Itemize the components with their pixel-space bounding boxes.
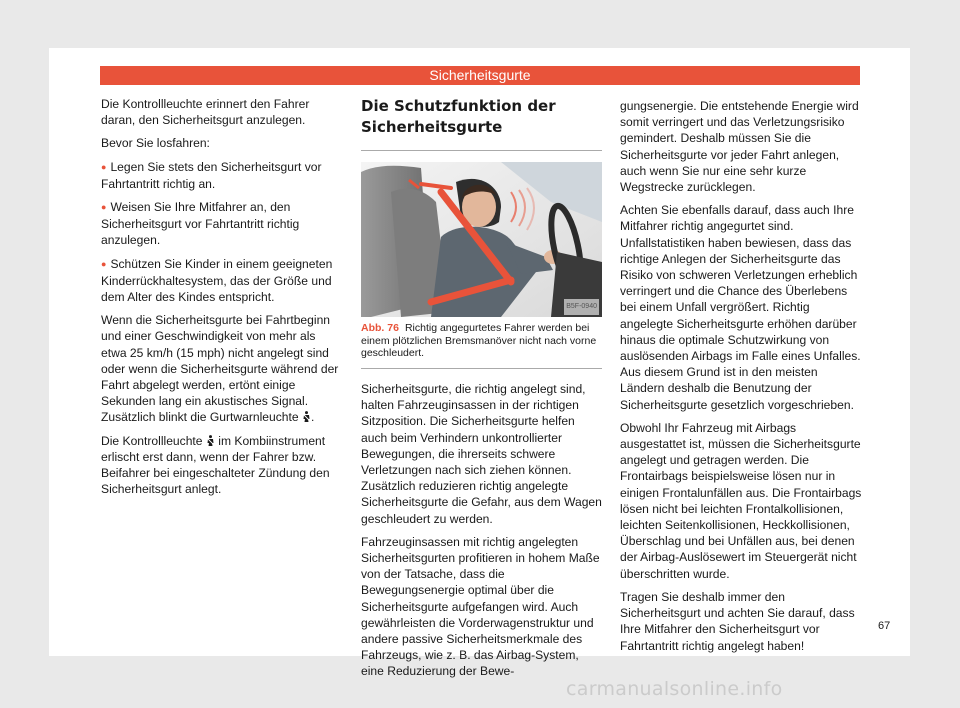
column-right [620,98,864,661]
figure-driver-seatbelt [361,162,602,317]
paragraph: Bevor Sie losfahren: [101,136,210,151]
figure-caption [361,317,602,369]
column-middle [361,96,602,687]
column-left [101,96,343,504]
paragraph: Die Kontrollleuchte erinnert den Fahrer daran, den Sicherheitsgurt anzulegen. [101,97,310,128]
paragraph: Wenn die Sicherheitsgurte bei Fahrtbeginn und einer Geschwindigkeit von mehr als etwa 25 km/h (15 mph) nicht angelegt sind oder wenn die Sicherheitsgurte während der Fahrt abgelegt werden, ertönt einige Sekunden lang ein akustisches Signal. Zusätzlich blinkt die Gurtwarnleuchte . [101,313,339,425]
caption-text: Richtig angegurtetes Fahrer werden bei einem plötzlichen Bremsmanöver nicht nach vorne geschleudert. [361,322,597,359]
driver-illustration [361,162,602,317]
page-number: 67 [878,620,891,632]
bullet-item: ● Weisen Sie Ihre Mitfahrer an, den Sicherheitsgurt vor Fahrtantritt richtig anzulegen. [101,199,343,249]
paragraph: Obwohl Ihr Fahrzeug mit Airbags ausgestattet ist, müssen die Sicherheitsgurte angelegt und getragen werden. Die Frontairbags beispielsweise lösen nur in einigen Frontalunfällen aus. Die Frontairbags lösen nicht bei leichten Frontalkollisionen, leichten Seitenkollisionen, Heckkollisionen, Überschlag und bei Unfällen aus, bei denen der Airbag-Auslösewert im Steuergerät nicht überschritten wurde. [620,420,862,581]
paragraph: Sicherheitsgurte, die richtig angelegt sind, halten Fahrzeuginsassen in der richtigen Sitzposition. Die Sicherheitsgurte helfen auch beim Verhindern unkontrollierter Bewegungen, die ihrerseits schwere Verletzungen nach sich ziehen können. Zusätzlich reduzieren richtig angelegte Sicherheitsgurte die Gefahr, aus dem Wagen geschleudert zu werden. [361,382,602,526]
watermark: carmanualsonline.info [566,678,783,700]
seatbelt-warning-icon [302,411,311,422]
paragraph: Achten Sie ebenfalls darauf, dass auch Ihre Mitfahrer richtig angegurtet sind. Unfallstatistiken haben bewiesen, dass das richtige Anlegen der Sicherheitsgurte das Risiko von schweren Verletzungen erheblich verringert und die Chance des Überlebens bei einem Unfall vergrößert. Richtig angelegte Sicherheitsgurte erhöhen darüber hinaus die optimale Schutzwirkung von auslösenden Airbags im Falle eines Unfalles. Aus diesem Grund ist in den meisten Ländern deshalb die Benutzung der Sicherheitsgurte gesetzlich vorgeschrieben. [620,203,861,412]
paragraph: Tragen Sie deshalb immer den Sicherheitsgurt und achten Sie darauf, dass Ihre Mitfahrer den Sicherheitsgurt vor Fahrtantritt richtig angelegt haben! [620,589,855,653]
paragraph: gungsenergie. Die entstehende Energie wird somit verringert und das Verletzungsrisiko gemindert. Deshalb müssen Sie die Sicherheitsgurte vor jeder Fahrt anlegen, auch wenn Sie nur eine sehr kurze Wegstrecke zurücklegen. [620,99,859,195]
paragraph: Fahrzeuginsassen mit richtig angelegten Sicherheitsgurten profitieren in hohem Maße von der Tatsache, dass die Bewegungsenergie optimal über die Sicherheitsgurte aufgefangen wird. Auch gewährleisten die Vorderwagenstruktur und andere passive Sicherheitsmerkmale des Fahrzeugs, wie z. B. das Airbag-System, eine Reduzierung der Bewe- [361,534,600,679]
bullet-item: ● Schützen Sie Kinder in einem geeigneten Kinderrückhaltesystem, das der Größe und dem Alter des Kindes entspricht. [101,256,343,306]
bullet-item: ● Legen Sie stets den Sicherheitsgurt vor Fahrtantritt richtig an. [101,159,343,192]
section-header: Sicherheitsgurte [100,66,860,85]
seatbelt-warning-icon [206,435,215,446]
paragraph: Die Kontrollleuchte im Kombiinstrument erlischt erst dann, wenn der Fahrer bzw. Beifahrer bei eingeschalteter Zündung den Sicherheitsgurt anlegt. [101,433,330,497]
section-heading: Die Schutzfunktion der Sicherheitsgurte [361,96,602,151]
caption-label: Abb. 76 [361,322,399,334]
figure-code: B5F-0940 [564,299,599,315]
